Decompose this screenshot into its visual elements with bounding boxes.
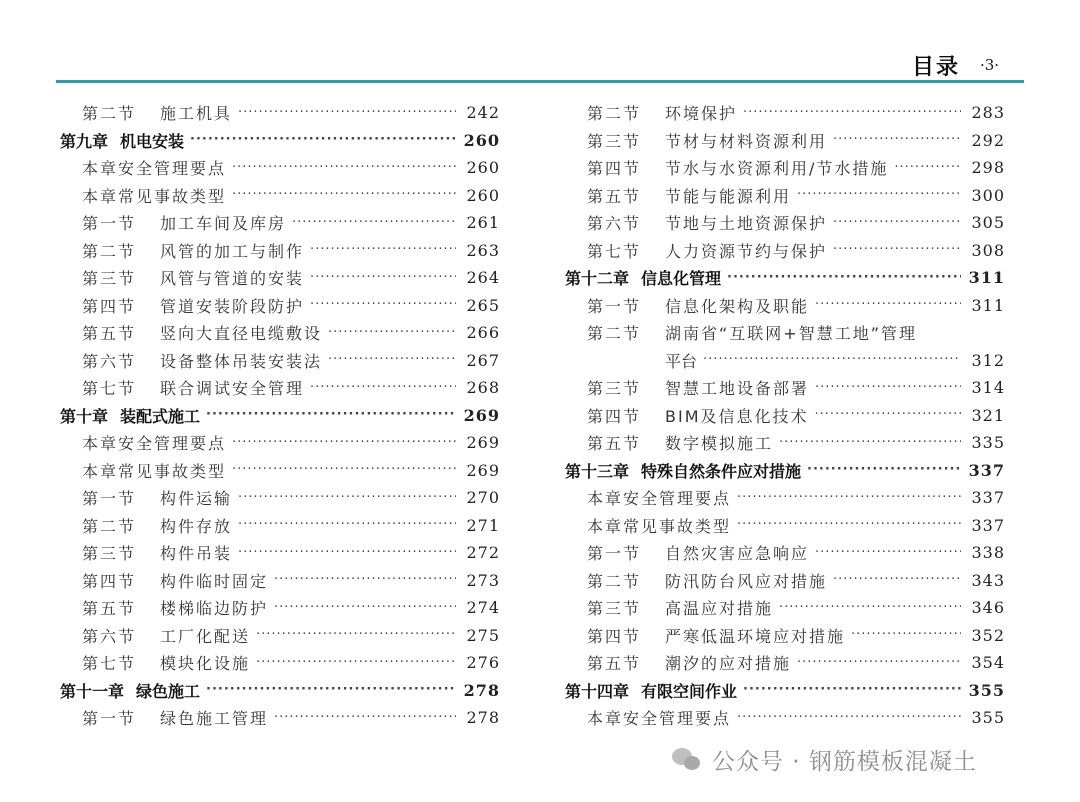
toc-entry[interactable]: [565, 154, 1005, 182]
entry-number: 第一节: [82, 709, 137, 729]
entry-number: 第七节: [82, 654, 137, 674]
entry-number: 第六节: [82, 351, 137, 371]
entry-page: 263: [466, 240, 500, 260]
dot-leader: [256, 627, 456, 643]
toc-entry[interactable]: [60, 264, 500, 292]
toc-entry[interactable]: [60, 374, 500, 402]
entry-page: 265: [466, 295, 500, 315]
toc-entry[interactable]: [565, 429, 1005, 457]
entry-number: 第七节: [587, 241, 642, 261]
dot-leader: [815, 297, 961, 313]
entry-title: 本章安全管理要点: [82, 434, 227, 454]
dot-leader: [743, 105, 961, 121]
entry-number: 第五节: [587, 186, 642, 206]
toc-entry[interactable]: [60, 484, 500, 512]
entry-page: 267: [466, 350, 500, 370]
dot-leader: [274, 710, 456, 726]
toc-entry[interactable]: [565, 374, 1005, 402]
entry-number: 第四节: [587, 159, 642, 179]
toc-entry[interactable]: [60, 512, 500, 540]
entry-number: 第一节: [82, 214, 137, 234]
entry-page: 335: [971, 433, 1005, 453]
toc-entry[interactable]: [60, 429, 500, 457]
entry-page: 355: [968, 680, 1005, 700]
entry-title: 防汛防台风应对措施: [665, 571, 828, 591]
toc-entry[interactable]: [60, 567, 500, 595]
entry-page: 260: [466, 158, 500, 178]
entry-title: 机电安装: [120, 131, 185, 151]
dot-leader: [232, 160, 456, 176]
entry-title: 绿色施工: [136, 681, 201, 701]
watermark: [672, 742, 977, 776]
entry-title: 信息化管理: [641, 269, 722, 289]
entry-page: 312: [971, 350, 1005, 370]
dot-leader: [310, 297, 456, 313]
entry-title: 管道安装阶段防护: [160, 296, 305, 316]
entry-title: 人力资源节约与保护: [665, 241, 828, 261]
entry-page: 271: [466, 515, 500, 535]
dot-leader: [206, 407, 456, 423]
entry-page: 298: [971, 158, 1005, 178]
entry-title: 绿色施工管理: [160, 709, 269, 729]
entry-page: 308: [971, 240, 1005, 260]
entry-page: 273: [466, 570, 500, 590]
entry-page: 283: [971, 103, 1005, 123]
entry-title: 节材与材料资源利用: [665, 131, 828, 151]
entry-page: 275: [466, 625, 500, 645]
toc-entry[interactable]: [565, 99, 1005, 127]
entry-page: 269: [466, 460, 500, 480]
dot-leader: [232, 187, 456, 203]
entry-number: 第六节: [82, 626, 137, 646]
toc-entry[interactable]: [565, 567, 1005, 595]
toc-entry[interactable]: [60, 182, 500, 210]
toc-entry[interactable]: [60, 237, 500, 265]
entry-page: 264: [466, 268, 500, 288]
toc-entry[interactable]: [60, 99, 500, 127]
entry-number: 第五节: [82, 599, 137, 619]
dot-leader: [238, 105, 456, 121]
entry-page: 343: [971, 570, 1005, 590]
entry-page: 321: [971, 405, 1005, 425]
entry-number: 第三节: [587, 379, 642, 399]
toc-entry[interactable]: [565, 594, 1005, 622]
dot-leader: [310, 270, 456, 286]
entry-title: 装配式施工: [120, 406, 201, 426]
entry-title: 构件临时固定: [160, 571, 269, 591]
entry-page: 292: [971, 130, 1005, 150]
toc-entry[interactable]: [565, 347, 1005, 375]
dot-leader: [807, 462, 961, 478]
entry-page: 337: [971, 488, 1005, 508]
entry-page: 261: [466, 213, 500, 233]
entry-number: 第二节: [587, 104, 642, 124]
dot-leader: [274, 572, 456, 588]
entry-title: 本章常见事故类型: [587, 516, 732, 536]
dot-leader: [833, 132, 961, 148]
entry-page: 300: [971, 185, 1005, 205]
entry-title: 本章安全管理要点: [587, 489, 732, 509]
toc-chapter-entry[interactable]: [565, 457, 1005, 485]
entry-title: 联合调试安全管理: [160, 379, 305, 399]
toc-entry[interactable]: [565, 292, 1005, 320]
entry-page: 274: [466, 598, 500, 618]
entry-title: 特殊自然条件应对措施: [641, 461, 802, 481]
toc-entry[interactable]: [565, 182, 1005, 210]
toc-entry[interactable]: [60, 649, 500, 677]
entry-title: 加工车间及库房: [160, 214, 287, 234]
entry-title: 构件存放: [160, 516, 233, 536]
entry-page: 270: [466, 488, 500, 508]
entry-number: 第九章: [60, 131, 109, 151]
dot-leader: [851, 627, 961, 643]
toc-right-column: [565, 99, 1005, 732]
dot-leader: [703, 352, 961, 368]
entry-page: 278: [463, 680, 500, 700]
entry-title: 施工机具: [160, 104, 233, 124]
entry-number: 第十二章: [565, 269, 630, 289]
dot-leader: [833, 572, 961, 588]
entry-title: 智慧工地设备部署: [665, 379, 810, 399]
dot-leader: [274, 600, 456, 616]
dot-leader: [232, 462, 456, 478]
entry-page: 338: [971, 543, 1005, 563]
dot-leader: [797, 655, 961, 671]
entry-title: 构件吊装: [160, 544, 233, 564]
toc-chapter-entry[interactable]: [60, 402, 500, 430]
entry-number: 第一节: [587, 296, 642, 316]
entry-title: BIM及信息化技术: [665, 406, 809, 426]
entry-number: 第二节: [82, 241, 137, 261]
entry-title: 平台: [665, 351, 698, 371]
entry-page: 355: [971, 708, 1005, 728]
dot-leader: [815, 380, 961, 396]
entry-page: 266: [466, 323, 500, 343]
dot-leader: [797, 187, 961, 203]
entry-page: 305: [971, 213, 1005, 233]
entry-page: 260: [466, 185, 500, 205]
entry-title: 模块化设施: [160, 654, 251, 674]
dot-leader: [328, 325, 456, 341]
entry-title: 环境保护: [665, 104, 738, 124]
entry-number: 第二节: [82, 516, 137, 536]
toc-entry[interactable]: [60, 457, 500, 485]
dot-leader: [232, 435, 456, 451]
entry-title: 数字模拟施工: [665, 434, 774, 454]
entry-number: 第二节: [587, 324, 642, 344]
entry-title: 工厂化配送: [160, 626, 251, 646]
toc-entry[interactable]: [60, 319, 500, 347]
toc-entry[interactable]: [60, 347, 500, 375]
entry-page: 311: [971, 295, 1005, 315]
entry-page: 311: [968, 268, 1005, 288]
dot-leader: [737, 710, 961, 726]
entry-number: 第五节: [587, 434, 642, 454]
dot-leader: [238, 545, 456, 561]
entry-page: 269: [466, 433, 500, 453]
page-number: ·3·: [980, 56, 1000, 74]
entry-page: 242: [466, 103, 500, 123]
dot-leader: [292, 215, 456, 231]
dot-leader: [815, 407, 961, 423]
entry-title: 有限空间作业: [641, 681, 738, 701]
toc-left-column: [60, 99, 500, 732]
toc-entry[interactable]: [60, 594, 500, 622]
entry-number: 第一节: [587, 544, 642, 564]
entry-number: 第三节: [82, 544, 137, 564]
toc-entry[interactable]: [565, 402, 1005, 430]
toc-heading: 目录: [912, 55, 961, 80]
entry-page: 352: [971, 625, 1005, 645]
entry-number: 第十章: [60, 406, 109, 426]
dot-leader: [206, 682, 456, 698]
entry-title: 节能与能源利用: [665, 186, 792, 206]
toc-entry[interactable]: [60, 292, 500, 320]
toc-entry[interactable]: [565, 484, 1005, 512]
entry-title: 风管的加工与制作: [160, 241, 305, 261]
entry-title: 竖向大直径电缆敷设: [160, 324, 323, 344]
wechat-icon: [672, 746, 702, 772]
entry-number: 第二节: [82, 104, 137, 124]
toc-entry[interactable]: [565, 704, 1005, 732]
entry-number: 第五节: [587, 654, 642, 674]
entry-title: 自然灾害应急响应: [665, 544, 810, 564]
entry-title: 本章安全管理要点: [82, 159, 227, 179]
dot-leader: [737, 517, 961, 533]
dot-leader: [815, 545, 961, 561]
dot-leader: [310, 242, 456, 258]
entry-number: 第五节: [82, 324, 137, 344]
toc-entry[interactable]: [565, 237, 1005, 265]
toc-entry[interactable]: [565, 127, 1005, 155]
entry-page: 269: [463, 405, 500, 425]
entry-page: 260: [463, 130, 500, 150]
entry-title: 本章常见事故类型: [82, 186, 227, 206]
entry-page: 337: [971, 515, 1005, 535]
entry-page: 346: [971, 598, 1005, 618]
toc-chapter-entry[interactable]: [565, 677, 1005, 705]
toc-entry[interactable]: [60, 209, 500, 237]
toc-entry[interactable]: [565, 512, 1005, 540]
entry-title: 节水与水资源利用/节水措施: [665, 159, 889, 179]
toc-entry[interactable]: [60, 539, 500, 567]
toc-chapter-entry[interactable]: [60, 677, 500, 705]
entry-page: 354: [971, 653, 1005, 673]
toc-entry[interactable]: [565, 622, 1005, 650]
toc-entry[interactable]: [565, 649, 1005, 677]
toc-chapter-entry[interactable]: [565, 264, 1005, 292]
entry-title: 设备整体吊装安装法: [160, 351, 323, 371]
dot-leader: [238, 490, 456, 506]
entry-number: 第十四章: [565, 681, 630, 701]
entry-page: 278: [466, 708, 500, 728]
entry-title: 信息化架构及职能: [665, 296, 810, 316]
dot-leader: [727, 270, 961, 286]
dot-leader: [737, 490, 961, 506]
entry-title: 潮汐的应对措施: [665, 654, 792, 674]
dot-leader: [190, 132, 456, 148]
entry-number: 第十一章: [60, 681, 125, 701]
entry-title: 节地与土地资源保护: [665, 214, 828, 234]
entry-title: 构件运输: [160, 489, 233, 509]
entry-number: 第三节: [587, 131, 642, 151]
dot-leader: [310, 380, 456, 396]
entry-page: 337: [968, 460, 1005, 480]
page-header: [0, 0, 1080, 90]
entry-title: 湖南省“互联网+智慧工地”管理: [665, 324, 917, 344]
entry-number: 第三节: [587, 599, 642, 619]
watermark-text: 公众号 · 钢筋模板混凝土: [712, 748, 977, 775]
entry-page: 276: [466, 653, 500, 673]
toc-chapter-entry[interactable]: [60, 127, 500, 155]
entry-number: 第三节: [82, 269, 137, 289]
toc-entry[interactable]: [565, 319, 1005, 347]
toc-entry[interactable]: [60, 704, 500, 732]
entry-page: 314: [971, 378, 1005, 398]
dot-leader: [238, 517, 456, 533]
entry-number: 第七节: [82, 379, 137, 399]
entry-number: 第四节: [82, 571, 137, 591]
entry-number: 第四节: [82, 296, 137, 316]
dot-leader: [833, 242, 961, 258]
toc-entry[interactable]: [60, 154, 500, 182]
entry-title: 本章常见事故类型: [82, 461, 227, 481]
entry-page: 272: [466, 543, 500, 563]
entry-number: 第四节: [587, 626, 642, 646]
entry-title: 楼梯临边防护: [160, 599, 269, 619]
dot-leader: [328, 352, 456, 368]
header-rule: [56, 80, 1024, 83]
entry-title: 严寒低温环境应对措施: [665, 626, 846, 646]
toc-entry[interactable]: [565, 209, 1005, 237]
toc-entry[interactable]: [60, 622, 500, 650]
toc-entry[interactable]: [565, 539, 1005, 567]
dot-leader: [894, 160, 961, 176]
entry-number: 第十三章: [565, 461, 630, 481]
dot-leader: [256, 655, 456, 671]
dot-leader: [833, 215, 961, 231]
entry-title: 风管与管道的安装: [160, 269, 305, 289]
entry-number: 第六节: [587, 214, 642, 234]
entry-number: 第四节: [587, 406, 642, 426]
dot-leader: [743, 682, 961, 698]
dot-leader: [779, 600, 961, 616]
entry-title: 本章安全管理要点: [587, 709, 732, 729]
entry-number: 第二节: [587, 571, 642, 591]
dot-leader: [779, 435, 961, 451]
entry-number: 第一节: [82, 489, 137, 509]
entry-title: 高温应对措施: [665, 599, 774, 619]
entry-page: 268: [466, 378, 500, 398]
